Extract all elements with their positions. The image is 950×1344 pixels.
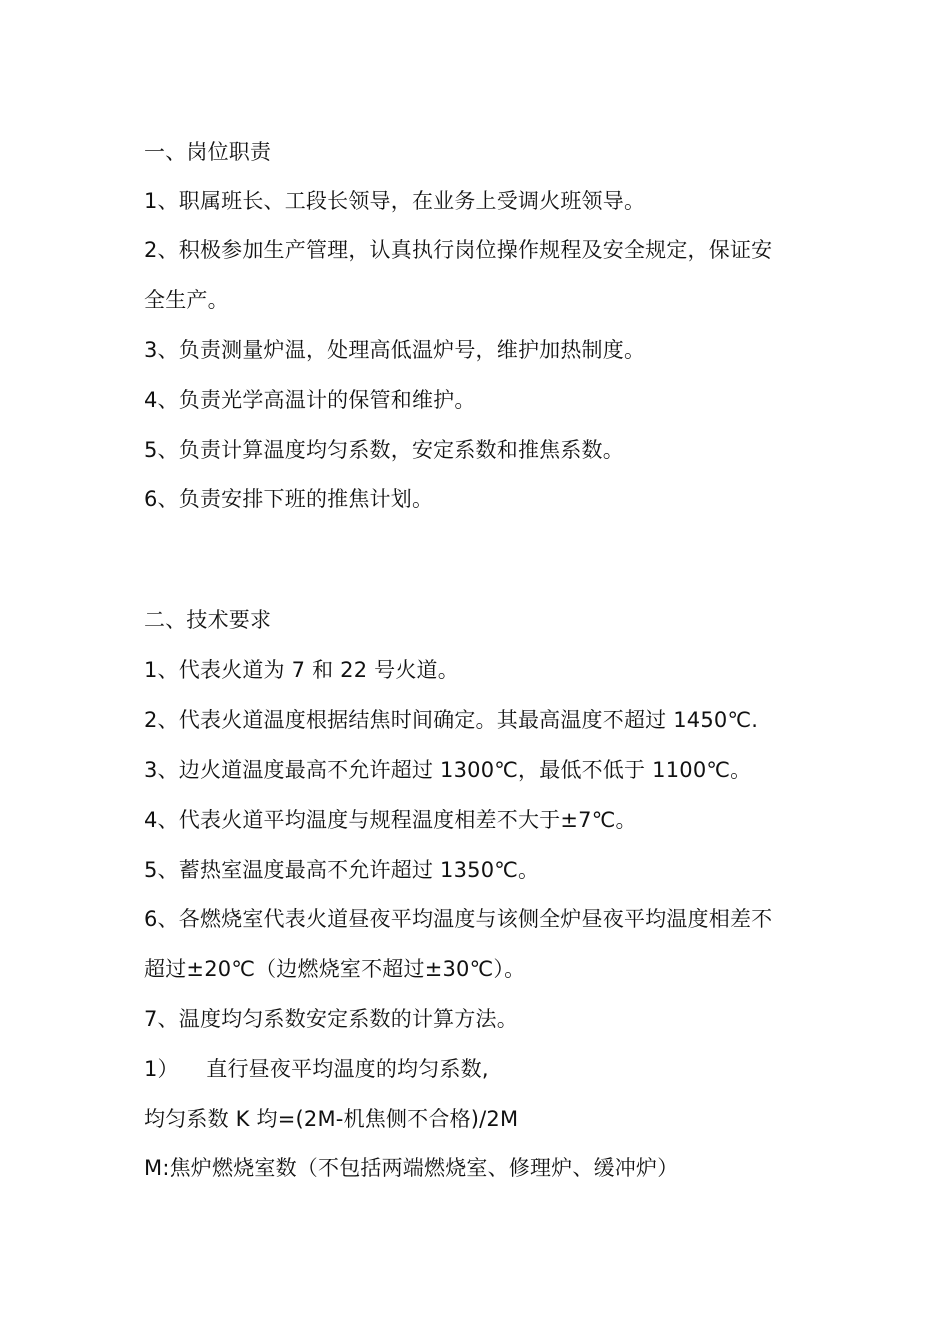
uniformity-formula: 均匀系数 K 均=(2M-机焦侧不合格)/2M bbox=[144, 1107, 519, 1131]
tech-item-3: 3、边火道温度最高不允许超过 1300℃，最低不低于 1100℃。 bbox=[144, 758, 752, 782]
duty-item-2-continued: 全生产。 bbox=[144, 288, 229, 312]
tech-item-4: 4、代表火道平均温度与规程温度相差不大于±7℃。 bbox=[144, 808, 637, 832]
tech-item-5: 5、蓄热室温度最高不允许超过 1350℃。 bbox=[144, 858, 540, 882]
duty-item-1: 1、职属班长、工段长领导，在业务上受调火班领导。 bbox=[144, 189, 646, 213]
duty-item-5: 5、负责计算温度均匀系数，安定系数和推焦系数。 bbox=[144, 438, 624, 462]
section-heading-duties: 一、岗位职责 bbox=[144, 140, 272, 164]
tech-subitem-1: 1） 直行昼夜平均温度的均匀系数, bbox=[144, 1057, 489, 1081]
tech-item-6: 6、各燃烧室代表火道昼夜平均温度与该侧全炉昼夜平均温度相差不 bbox=[144, 907, 773, 931]
tech-item-6-continued: 超过±20℃（边燃烧室不超过±30℃）。 bbox=[144, 957, 526, 981]
duty-item-4: 4、负责光学高温计的保管和维护。 bbox=[144, 388, 476, 412]
tech-item-1: 1、代表火道为 7 和 22 号火道。 bbox=[144, 658, 459, 682]
duty-item-6: 6、负责安排下班的推焦计划。 bbox=[144, 487, 434, 511]
tech-item-2: 2、代表火道温度根据结焦时间确定。其最高温度不超过 1450℃. bbox=[144, 708, 759, 732]
tech-item-7: 7、温度均匀系数安定系数的计算方法。 bbox=[144, 1007, 518, 1031]
duty-item-2: 2、积极参加生产管理，认真执行岗位操作规程及安全规定，保证安 bbox=[144, 238, 773, 262]
section-heading-technical: 二、技术要求 bbox=[144, 608, 272, 632]
duty-item-3: 3、负责测量炉温，处理高低温炉号，维护加热制度。 bbox=[144, 338, 646, 362]
formula-definition-m: M:焦炉燃烧室数（不包括两端燃烧室、修理炉、缓冲炉） bbox=[144, 1156, 679, 1180]
